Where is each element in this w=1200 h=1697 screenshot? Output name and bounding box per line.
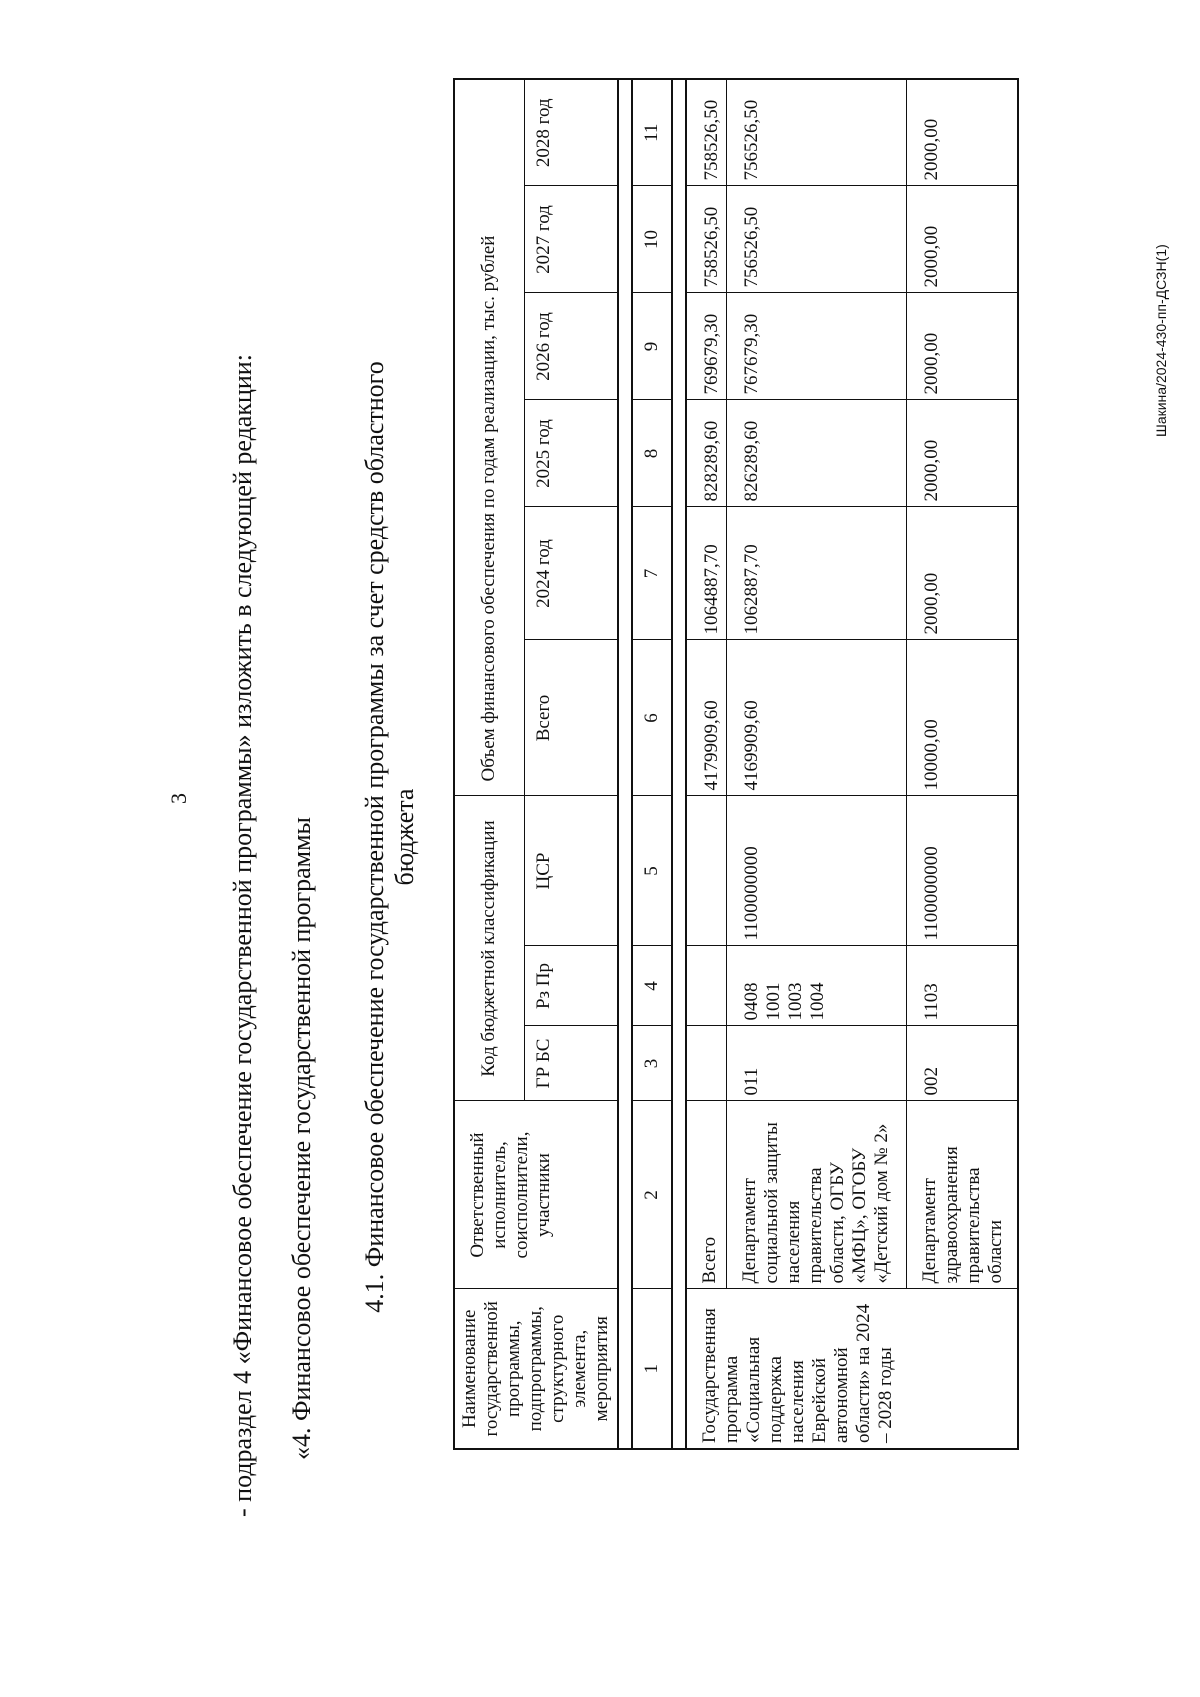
- header-rzpr: Рз Пр: [524, 946, 618, 1026]
- y2024-cell: 1064887,70: [686, 507, 726, 640]
- grbs-cell: 002: [906, 1026, 1018, 1101]
- y2027-cell: 2000,00: [906, 186, 1018, 293]
- header-grbs: ГР БС: [524, 1026, 618, 1101]
- csr-cell: 1100000000: [906, 796, 1018, 946]
- column-number: 4: [632, 946, 672, 1026]
- y2027-cell: 756526,50: [726, 186, 906, 293]
- rzpr-cell: [906, 946, 1018, 1026]
- header-budget-code: Код бюджетной классификации: [454, 796, 524, 1101]
- rzpr-code: 1001: [762, 982, 784, 1021]
- header-csr: ЦСР: [524, 796, 618, 946]
- grbs-cell: 011: [726, 1026, 906, 1101]
- header-total: Всего: [524, 640, 618, 796]
- document-code: Шакина/2024-430-пп-ДСЗН(1): [1153, 244, 1169, 437]
- table-title: 4.1. Финансовое обеспечение государственной программы за счет средств областного бюджета: [360, 361, 419, 1313]
- y2025-cell: 826289,60: [726, 400, 906, 507]
- header-funding: Объем финансового обеспечения по годам реализации, тыс. рублей: [454, 79, 524, 796]
- y2026-cell: 769679,30: [686, 293, 726, 400]
- total-cell: 4179909,60: [686, 640, 726, 796]
- header-2027: 2027 год: [524, 186, 618, 293]
- header-2026: 2026 год: [524, 293, 618, 400]
- column-number: 5: [632, 796, 672, 946]
- total-cell: 10000,00: [906, 640, 1018, 796]
- y2026-cell: 2000,00: [906, 293, 1018, 400]
- lead-text: - подраздел 4 «Финансовое обеспечение государственной программы» изложить в следующей редакции:: [228, 354, 257, 1517]
- page-number: 3: [166, 793, 191, 804]
- y2025-cell: 2000,00: [906, 400, 1018, 507]
- table-row: [726, 79, 906, 1449]
- grbs-cell: [686, 1026, 726, 1101]
- rzpr-cell: [726, 946, 906, 1026]
- section-heading: «4. Финансовое обеспечение государственной программы: [287, 816, 316, 1460]
- y2027-cell: 758526,50: [686, 186, 726, 293]
- rzpr-code: 1103: [920, 983, 942, 1021]
- column-number: 2: [632, 1101, 672, 1289]
- column-number: 6: [632, 640, 672, 796]
- executor-cell: Всего: [686, 1101, 726, 1289]
- csr-cell: [686, 796, 726, 946]
- y2025-cell: 828289,60: [686, 400, 726, 507]
- executor-cell: Департамент социальной защиты населения правительства области, ОГБУ «МФЦ», ОГОБУ «Детский дом № 2»: [726, 1101, 906, 1289]
- y2024-cell: 2000,00: [906, 507, 1018, 640]
- column-number: 11: [632, 79, 672, 186]
- y2024-cell: 1062887,70: [726, 507, 906, 640]
- table-row: [686, 79, 726, 1449]
- header-executor: Ответственный исполнитель, соисполнители, участники: [454, 1101, 618, 1289]
- table-row: [906, 79, 1018, 1449]
- column-number: 8: [632, 400, 672, 507]
- column-number: 9: [632, 293, 672, 400]
- column-number-row: [632, 79, 672, 1449]
- column-number: 3: [632, 1026, 672, 1101]
- executor-cell: Департамент здравоохранения правительства области: [906, 1101, 1018, 1289]
- rzpr-code: 1004: [806, 982, 828, 1021]
- financing-table: [453, 78, 1019, 1450]
- total-cell: 4169909,60: [726, 640, 906, 796]
- y2026-cell: 767679,30: [726, 293, 906, 400]
- rzpr-cell: [686, 946, 726, 1026]
- header-2024: 2024 год: [524, 507, 618, 640]
- program-name-cell: Государственная программа «Социальная поддержка населения Еврейской автономной области» на 2024 – 2028 годы: [686, 1289, 1018, 1449]
- column-number: 1: [632, 1289, 672, 1449]
- y2028-cell: 758526,50: [686, 79, 726, 186]
- header-name: Наименование государственной программы, подпрограммы, структурного элемента, мероприятия: [454, 1289, 618, 1449]
- y2028-cell: 756526,50: [726, 79, 906, 186]
- y2028-cell: 2000,00: [906, 79, 1018, 186]
- header-2025: 2025 год: [524, 400, 618, 507]
- csr-cell: 1100000000: [726, 796, 906, 946]
- header-2028: 2028 год: [524, 79, 618, 186]
- rzpr-code: 1003: [784, 982, 806, 1021]
- column-number: 10: [632, 186, 672, 293]
- column-number: 7: [632, 507, 672, 640]
- rzpr-code: 0408: [740, 982, 762, 1021]
